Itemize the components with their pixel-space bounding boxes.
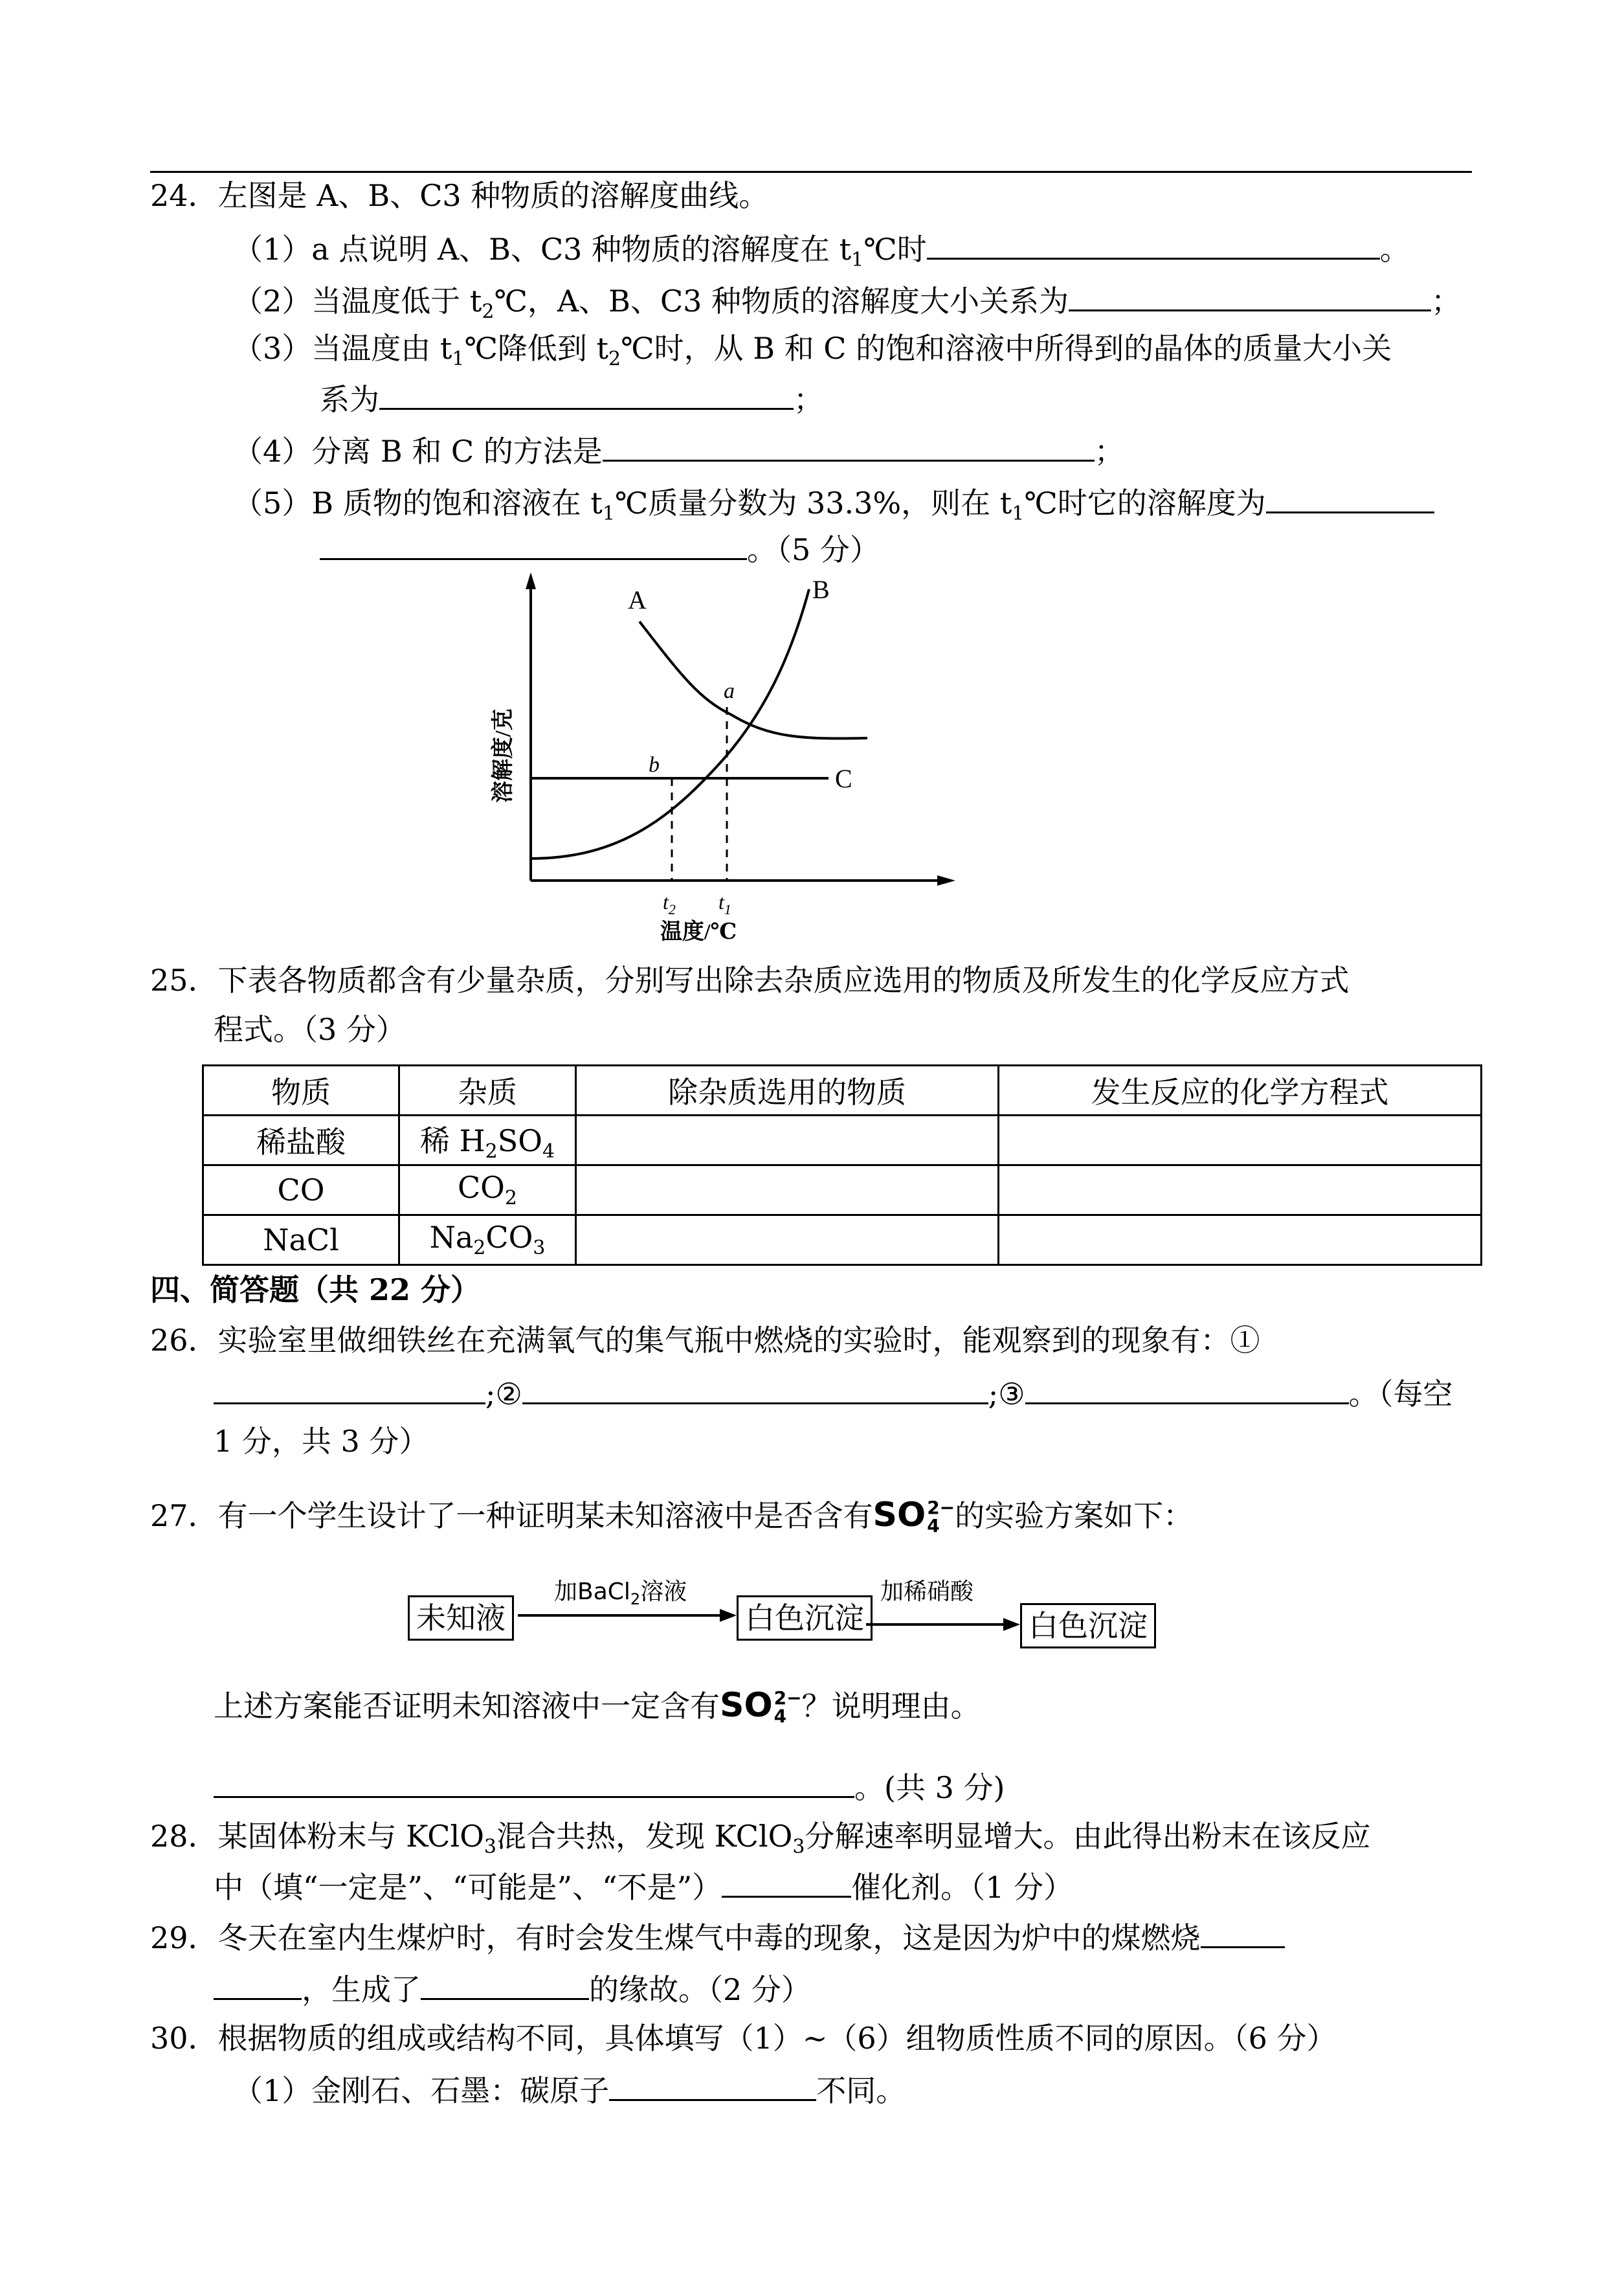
q24-stem: 24．左图是 A、B、C3 种物质的溶解度曲线。 <box>150 178 769 213</box>
answer-blank[interactable] <box>379 378 794 410</box>
answer-blank[interactable] <box>320 528 747 560</box>
header-rule <box>150 171 1472 173</box>
q24-part2: （2）当温度低于 $t_2℃$，A、B、C3 种物质的溶解度大小关系为 ； <box>233 280 1461 331</box>
q28-stem: 28．某固体粉末与 KClO$_3$混合共热，发现 KClO$_3$分解速率明显增大。由此得出粉末在该反应 <box>150 1819 1371 1859</box>
flow-arrow2-label: 加稀硝酸 <box>880 1579 974 1605</box>
answer-blank[interactable] <box>1266 482 1434 513</box>
section-heading: 四、简答题（共 22 分） <box>150 1272 481 1307</box>
table-cell: 稀盐酸 <box>203 1116 399 1165</box>
flow-box-unknown: 未知液 <box>408 1595 514 1641</box>
answer-blank[interactable] <box>927 228 1380 260</box>
table-header: 物质 <box>203 1066 399 1116</box>
curve-c-label: C <box>835 764 852 793</box>
answer-blank[interactable] <box>1069 280 1431 311</box>
flow-arrow2 <box>866 1615 1021 1634</box>
q26-stem: 26．实验室里做细铁丝在充满氧气的集气瓶中燃烧的实验时，能观察到的现象有：① <box>150 1323 1260 1358</box>
answer-cell[interactable] <box>576 1215 999 1265</box>
answer-blank[interactable] <box>609 2069 816 2101</box>
answer-blank[interactable] <box>214 1373 485 1404</box>
answer-blank[interactable] <box>603 430 1095 462</box>
y-axis-arrow <box>526 572 536 589</box>
y-axis-label: 溶解度/克 <box>491 708 515 803</box>
q27-question: 上述方案能否证明未知溶液中一定含有SO 2− 4 ？说明理由。 <box>214 1686 981 1727</box>
table-header-row <box>203 1066 1482 1116</box>
impurity-table <box>202 1064 1482 1266</box>
table-row <box>203 1215 1482 1265</box>
solubility-graph <box>479 570 997 945</box>
answer-cell[interactable] <box>576 1116 999 1165</box>
q24-part4: （4）分离 B 和 C 的方法是 ； <box>233 430 1124 471</box>
answer-blank[interactable] <box>1201 1916 1285 1948</box>
table-row <box>203 1165 1482 1215</box>
flow-arrow1 <box>518 1606 738 1625</box>
q24-part5: （5）B 质物的饱和溶液在 $t_1℃$质量分数为 33.3%，则在 $t_1℃$时它的溶解度为 <box>233 482 1434 534</box>
curve-b-label: B <box>812 575 830 604</box>
q24-part5-cont: 。（5 分） <box>320 528 880 569</box>
q24-part1: （1）a 点说明 A、B、C3 种物质的溶解度在 $t_1℃$时 。 <box>233 228 1410 280</box>
q27-stem: 27．有一个学生设计了一种证明某未知溶液中是否含有SO 2− 4 的实验方案如下： <box>150 1496 1194 1536</box>
curve-a-label: A <box>628 585 647 614</box>
answer-blank[interactable] <box>214 1968 302 2000</box>
table-cell: $Na_2CO_3$ <box>399 1215 576 1265</box>
q24-part3-cont: 系为 ； <box>320 378 823 419</box>
answer-blank[interactable] <box>421 1968 589 2000</box>
answer-cell[interactable] <box>999 1165 1482 1215</box>
q26-score: 1 分，共 3 分） <box>214 1424 429 1459</box>
q28-stem-cont: 中（填“一定是”、“可能是”、“不是”） 催化剂。（1 分） <box>214 1866 1073 1907</box>
answer-cell[interactable] <box>576 1165 999 1215</box>
q25-stem: 25．下表各物质都含有少量杂质，分别写出除去杂质应选用的物质及所发生的化学反应方式 <box>150 963 1350 998</box>
tick-t2: $t_2$ <box>663 890 676 917</box>
table-cell: 稀 $H_2SO_4$ <box>399 1116 576 1165</box>
table-header: 杂质 <box>399 1066 576 1116</box>
q30-stem: 30．根据物质的组成或结构不同，具体填写（1）~（6）组物质性质不同的原因。（6 分） <box>150 2021 1337 2056</box>
point-a-label: a <box>724 679 735 703</box>
q25-stem-cont: 程式。（3 分） <box>214 1012 406 1047</box>
answer-blank[interactable] <box>1025 1373 1349 1404</box>
answer-cell[interactable] <box>999 1116 1482 1165</box>
table-cell: CO <box>203 1165 399 1215</box>
tick-t1: $t_1$ <box>718 890 731 917</box>
table-cell: NaCl <box>203 1215 399 1265</box>
table-cell: $CO_2$ <box>399 1165 576 1215</box>
q29-stem-cont: ，生成了 的缘故。（2 分） <box>214 1968 811 2009</box>
q26-blanks: ;② ;③ 。（每空 <box>214 1373 1453 1413</box>
flow-box-precipitate2: 白色沉淀 <box>1020 1603 1156 1648</box>
table-header: 发生反应的化学方程式 <box>999 1066 1482 1116</box>
x-axis-arrow <box>937 875 955 886</box>
sulfate-formula: SO 2− 4 <box>720 1686 802 1727</box>
curve-b <box>531 589 809 859</box>
answer-cell[interactable] <box>999 1215 1482 1265</box>
x-axis-label: 温度/℃ <box>660 920 737 944</box>
flow-box-precipitate1: 白色沉淀 <box>737 1595 873 1641</box>
table-row <box>203 1116 1482 1165</box>
q24-part3: （3）当温度由 $t_1℃$降低到 $t_2℃$时，从 B 和 C 的饱和溶液中所得到的晶体的质量大小关 <box>233 331 1392 371</box>
answer-blank[interactable] <box>522 1373 988 1404</box>
q27-answer: 。(共 3 分) <box>214 1766 1005 1807</box>
sulfate-formula: SO 2− 4 <box>873 1496 955 1536</box>
flow-arrow1-label: 加BaCl$_2$溶液 <box>554 1579 687 1609</box>
answer-blank[interactable] <box>214 1766 854 1798</box>
answer-blank[interactable] <box>722 1866 851 1898</box>
table-header: 除杂质选用的物质 <box>576 1066 999 1116</box>
point-b-label: b <box>649 753 660 777</box>
q29-stem: 29．冬天在室内生煤炉时，有时会发生煤气中毒的现象，这是因为炉中的煤燃烧 <box>150 1916 1285 1957</box>
q30-part1: （1）金刚石、石墨：碳原子 不同。 <box>233 2069 906 2110</box>
